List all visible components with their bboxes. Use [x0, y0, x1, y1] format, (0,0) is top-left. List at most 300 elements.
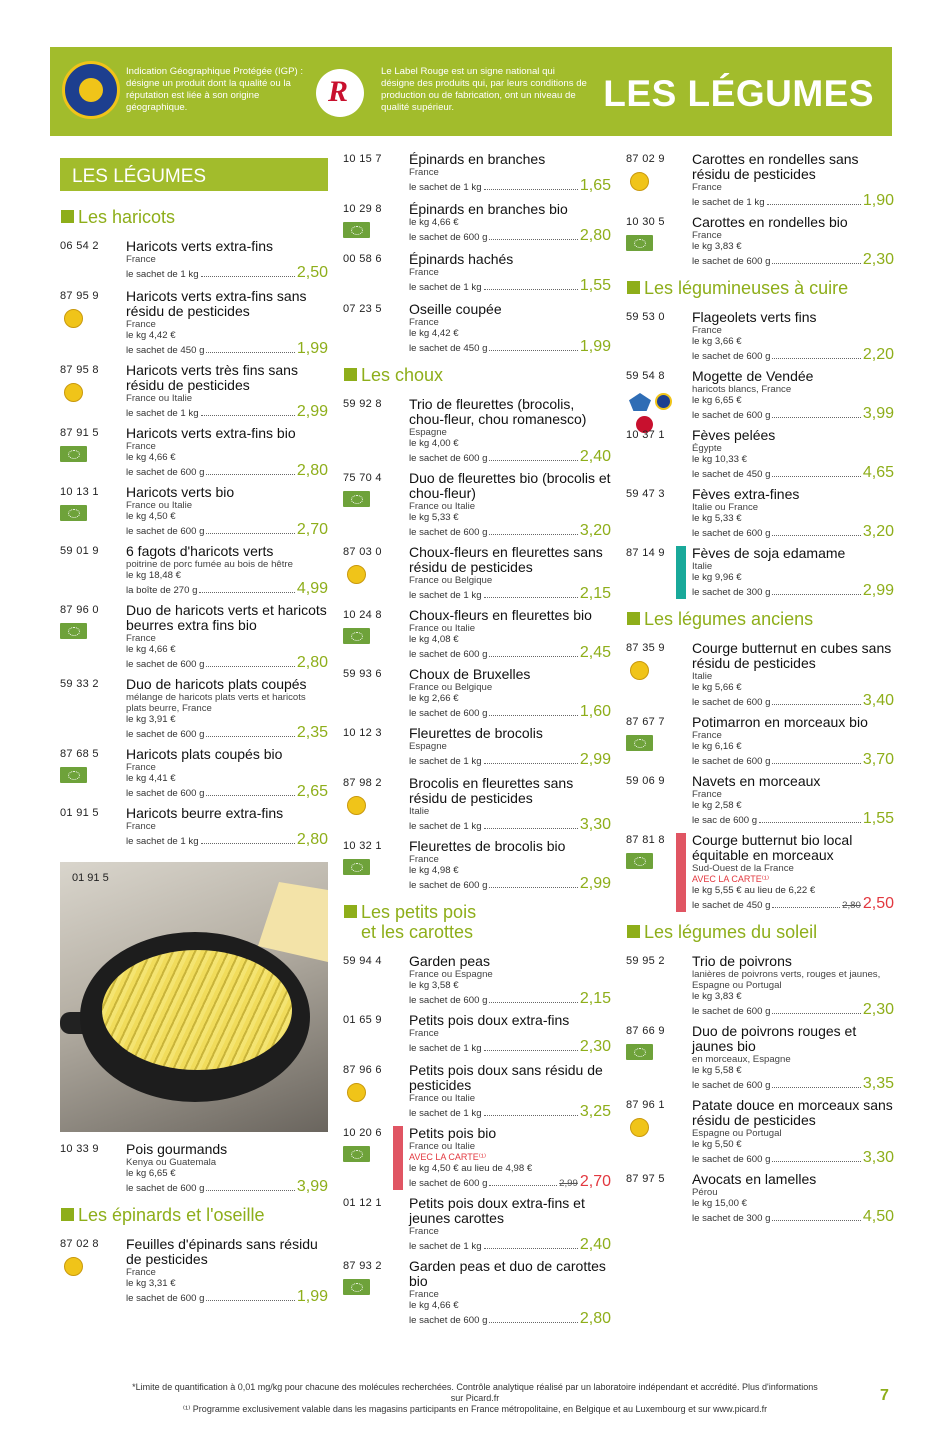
price: 2,50 — [862, 895, 894, 912]
product-item — [60, 806, 328, 850]
no-pesticide-badge-icon — [630, 661, 649, 680]
product-item — [626, 715, 894, 768]
pack-size: le sachet de 600 g — [126, 659, 205, 670]
leader-dots — [484, 189, 578, 190]
price-per-kg: le kg 5,33 € — [409, 512, 459, 523]
price: 2,80 — [579, 227, 611, 244]
product-code: 01 65 9 — [343, 1014, 382, 1026]
organic-label-icon — [343, 1146, 370, 1162]
pack-size: le sachet de 600 g — [692, 410, 771, 421]
price-line — [692, 406, 894, 422]
product-promo-courge-bio — [626, 833, 894, 912]
product-name: Haricots verts extra-fins sans résidu de pesticides — [126, 288, 307, 319]
product-item — [343, 1063, 611, 1120]
product-name: Choux de Bruxelles — [409, 666, 531, 682]
leader-dots — [772, 263, 860, 264]
product-origin: Italie — [692, 561, 713, 572]
product-code: 87 66 9 — [626, 1025, 665, 1037]
leader-dots — [206, 795, 294, 796]
product-item — [626, 310, 894, 363]
pack-size: le sachet de 600 g — [409, 232, 488, 243]
organic-label-icon — [343, 491, 370, 507]
product-name: Fèves pelées — [692, 427, 776, 443]
product-item — [343, 1126, 611, 1190]
leader-dots — [772, 358, 860, 359]
card-promo-label: AVEC LA CARTE⁽¹⁾ — [692, 874, 770, 884]
price-per-kg: le kg 5,50 € — [692, 1139, 742, 1150]
product-body — [126, 1142, 328, 1195]
product-origin: France — [409, 854, 439, 865]
price-line — [409, 1039, 611, 1055]
organic-label-icon — [60, 446, 87, 462]
price-per-kg: le kg 6,65 € — [692, 395, 742, 406]
product-origin: France ou Italie — [409, 623, 476, 634]
product-origin: Espagne ou Portugal — [692, 1128, 782, 1139]
product-code: 06 54 2 — [60, 240, 99, 252]
price-line — [126, 1289, 328, 1305]
product-item — [343, 397, 611, 465]
product-body — [409, 302, 611, 355]
pack-size: le sachet de 600 g — [409, 880, 488, 891]
leader-dots — [201, 276, 295, 277]
price-line — [692, 752, 894, 768]
product-body — [126, 603, 328, 671]
footnotes — [130, 1382, 820, 1415]
product-code: 10 24 8 — [343, 609, 382, 621]
product-body — [692, 369, 894, 422]
category-petits-pois-line2: et les carottes — [361, 922, 474, 942]
product-name: Feuilles d'épinards sans résidu de pesticides — [126, 1236, 318, 1267]
product-name: Petits pois doux extra-fins et jeunes carottes — [409, 1195, 585, 1226]
product-code: 87 96 0 — [60, 604, 99, 616]
price: 2,30 — [579, 1038, 611, 1055]
product-origin: France — [692, 230, 722, 241]
product-name: Petits pois bio — [409, 1125, 497, 1141]
price: 3,99 — [862, 405, 894, 422]
product-body — [126, 426, 328, 479]
price-line — [409, 752, 611, 768]
pack-size: le sachet de 600 g — [692, 256, 771, 267]
column-2 — [343, 152, 611, 1333]
price: 2,30 — [862, 1001, 894, 1018]
product-body — [409, 545, 611, 602]
product-name: Garden peas et duo de carottes bio — [409, 1258, 606, 1289]
product-code: 59 47 3 — [626, 488, 665, 500]
product-origin: France ou Espagne — [409, 969, 493, 980]
product-list-carottes — [626, 152, 894, 268]
product-name: Mogette de Vendée — [692, 368, 814, 384]
price: 1,55 — [579, 277, 611, 294]
product-origin: Italie — [409, 806, 430, 817]
cheese-shape — [258, 882, 328, 962]
product-list-petits-pois-2 — [343, 1196, 611, 1327]
product-origin: France — [126, 1267, 156, 1278]
price: 2,99 — [579, 751, 611, 768]
leader-dots — [206, 533, 294, 534]
price-line — [692, 693, 894, 709]
pack-size: le sachet de 600 g — [692, 351, 771, 362]
product-origin: France — [409, 1289, 439, 1300]
product-origin: France — [126, 633, 156, 644]
product-body — [692, 310, 894, 363]
price: 4,50 — [862, 1208, 894, 1225]
pack-size: le sachet de 600 g — [692, 1080, 771, 1091]
price-line — [692, 1002, 894, 1018]
product-code: 59 53 0 — [626, 311, 665, 323]
product-name: Trio de fleurettes (brocolis, chou-fleur, chou romanesco) — [409, 396, 587, 427]
product-name: Haricots verts très fins sans résidu de pesticides — [126, 362, 298, 393]
price-per-kg: le kg 5,66 € — [692, 682, 742, 693]
product-item — [343, 667, 611, 720]
product-item — [343, 252, 611, 296]
category-anciens: Les légumes anciens — [626, 609, 894, 629]
product-body — [692, 774, 894, 827]
price: 2,80 — [579, 1310, 611, 1327]
pack-size: le sachet de 1 kg — [409, 1241, 482, 1252]
column-1 — [60, 152, 328, 1311]
price-line — [409, 1104, 611, 1120]
leader-dots — [489, 1185, 557, 1186]
product-body — [692, 428, 894, 481]
pack-size: le sachet de 600 g — [692, 756, 771, 767]
leader-dots — [484, 763, 578, 764]
price-line — [126, 725, 328, 741]
product-origin: France — [692, 789, 722, 800]
product-body — [692, 487, 894, 540]
product-item — [343, 1196, 611, 1253]
pack-size: la boîte de 270 g — [126, 585, 198, 596]
price: 2,50 — [296, 264, 328, 281]
pack-size: le sachet de 1 kg — [126, 269, 199, 280]
price: 2,30 — [862, 251, 894, 268]
product-name: Petits pois doux sans résidu de pesticides — [409, 1062, 603, 1093]
product-name: Épinards hachés — [409, 251, 514, 267]
price-per-kg: le kg 3,83 € — [692, 991, 742, 1002]
product-name: Épinards en branches — [409, 151, 546, 167]
product-name: Haricots plats coupés bio — [126, 746, 283, 762]
price-per-kg: le kg 6,16 € — [692, 741, 742, 752]
product-code: 87 68 5 — [60, 748, 99, 760]
product-origin: Italie ou France — [692, 502, 759, 513]
product-code: 87 02 9 — [626, 153, 665, 165]
product-photo — [60, 862, 328, 1132]
product-origin: France ou Italie — [126, 500, 193, 511]
category-choux: Les choux — [343, 365, 611, 385]
header-banner — [50, 47, 892, 136]
product-origin: en morceaux, Espagne — [692, 1054, 791, 1065]
product-body — [692, 641, 894, 709]
pack-size: le sachet de 600 g — [692, 528, 771, 539]
product-body — [409, 152, 611, 194]
product-body — [692, 833, 894, 912]
leader-dots — [484, 1050, 578, 1051]
price-per-kg: le kg 4,66 € — [409, 217, 459, 228]
product-origin: France — [409, 167, 439, 178]
product-list-soleil — [626, 954, 894, 1225]
price-line — [126, 1179, 328, 1195]
product-body — [409, 202, 611, 244]
product-item — [60, 363, 328, 420]
product-origin: France ou Italie — [409, 501, 476, 512]
price-line — [692, 347, 894, 363]
price: 2,70 — [296, 521, 328, 538]
pack-size: le sachet de 600 g — [126, 1293, 205, 1304]
organic-label-icon — [60, 767, 87, 783]
product-code: 00 58 6 — [343, 253, 382, 265]
price-line — [409, 1174, 611, 1190]
pack-size: le sachet de 600 g — [409, 1315, 488, 1326]
product-name: Fèves de soja edamame — [692, 545, 846, 561]
product-origin: Italie — [692, 671, 713, 682]
price-line — [126, 265, 328, 281]
product-list-pois — [60, 1142, 328, 1195]
category-petits-pois-line1: Les petits pois — [361, 902, 477, 922]
pack-size: le sachet de 600 g — [692, 1006, 771, 1017]
price-line — [692, 1076, 894, 1092]
product-name: Patate douce en morceaux sans résidu de pesticides — [692, 1097, 893, 1128]
product-code: 59 95 2 — [626, 955, 665, 967]
product-body — [692, 152, 894, 209]
product-list-feves — [626, 428, 894, 540]
price: 2,35 — [296, 724, 328, 741]
product-item — [343, 839, 611, 892]
product-body — [409, 252, 611, 294]
price: 3,20 — [862, 523, 894, 540]
price-per-kg: le kg 2,58 € — [692, 800, 742, 811]
product-item — [626, 1024, 894, 1092]
pack-size: le sachet de 600 g — [409, 708, 488, 719]
price-line — [692, 583, 894, 599]
product-origin: lanières de poivrons verts, rouges et jaunes, Espagne ou Portugal — [692, 969, 881, 991]
leader-dots — [206, 666, 294, 667]
product-name: Pois gourmands — [126, 1141, 228, 1157]
product-item — [343, 608, 611, 661]
product-origin: France — [126, 441, 156, 452]
product-origin: France — [409, 1226, 439, 1237]
product-code: 59 33 2 — [60, 678, 99, 690]
price-per-kg: le kg 3,31 € — [126, 1278, 176, 1289]
price-per-kg: le kg 3,66 € — [692, 336, 742, 347]
price-line — [409, 645, 611, 661]
footnote-2: ⁽¹⁾ Programme exclusivement valable dans les magasins participants en France métropolitaine, en Belgique et au Luxembourg et sur www.picard.fr — [182, 1404, 768, 1414]
product-name: Courge butternut en cubes sans résidu de pesticides — [692, 640, 892, 671]
product-name: 6 fagots d'haricots verts — [126, 543, 274, 559]
product-item — [343, 726, 611, 770]
leader-dots — [489, 1322, 577, 1323]
price-line — [692, 1150, 894, 1166]
page-title: LES LÉGUMES — [603, 73, 874, 114]
product-code: 10 20 6 — [343, 1127, 382, 1139]
pack-size: le sachet de 600 g — [126, 729, 205, 740]
leader-dots — [772, 1220, 860, 1221]
product-name: Potimarron en morceaux bio — [692, 714, 868, 730]
product-item — [343, 776, 611, 833]
igp-description: Indication Géographique Protégée (IGP) : désigne un produit dont la qualité ou la réputation est liée à son origine géographique. — [126, 66, 304, 113]
price: 4,65 — [862, 464, 894, 481]
pack-size: le sachet de 450 g — [126, 345, 205, 356]
leader-dots — [206, 1300, 294, 1301]
price-line — [409, 704, 611, 720]
leader-dots — [767, 204, 861, 205]
pack-size: le sachet de 1 kg — [409, 1043, 482, 1054]
organic-label-icon — [60, 623, 87, 639]
product-origin: France ou Belgique — [409, 575, 493, 586]
product-origin: France ou Belgique — [409, 682, 493, 693]
product-code: 01 12 1 — [343, 1197, 382, 1209]
price: 2,80 — [296, 654, 328, 671]
pack-size: le sachet de 600 g — [409, 995, 488, 1006]
product-body — [409, 1126, 611, 1190]
beans-shape — [102, 950, 292, 1070]
price-line — [692, 193, 894, 209]
leader-dots — [199, 592, 294, 593]
leader-dots — [772, 1087, 860, 1088]
product-code: 10 33 9 — [60, 1143, 99, 1155]
product-code: 10 12 3 — [343, 727, 382, 739]
price: 1,60 — [579, 703, 611, 720]
product-origin: France — [692, 182, 722, 193]
category-soleil: Les légumes du soleil — [626, 922, 894, 942]
product-origin: France — [409, 317, 439, 328]
product-origin: poitrine de porc fumée au bois de hêtre — [126, 559, 293, 570]
product-item — [626, 152, 894, 209]
product-item — [60, 747, 328, 800]
price-line — [409, 278, 611, 294]
product-body — [409, 1259, 611, 1327]
product-code: 87 95 8 — [60, 364, 99, 376]
category-legumineuses: Les légumineuses à cuire — [626, 278, 894, 298]
price: 2,20 — [862, 346, 894, 363]
category-epinards: Les épinards et l'oseille — [60, 1205, 328, 1225]
product-body — [409, 471, 611, 539]
pack-size: le sachet de 1 kg — [409, 1108, 482, 1119]
product-body — [409, 1013, 611, 1055]
price-line — [692, 524, 894, 540]
price-per-kg: le kg 6,65 € — [126, 1168, 176, 1179]
price-per-kg: le kg 5,55 € au lieu de 6,22 € — [692, 885, 816, 896]
product-item — [343, 152, 611, 196]
pack-size: le sachet de 300 g — [692, 1213, 771, 1224]
price: 3,30 — [579, 816, 611, 833]
price: 3,70 — [862, 751, 894, 768]
product-flageolets — [626, 310, 894, 363]
product-item — [626, 1098, 894, 1166]
product-name: Petits pois doux extra-fins — [409, 1012, 570, 1028]
product-code: 10 32 1 — [343, 840, 382, 852]
price-line — [409, 586, 611, 602]
no-pesticide-badge-icon — [347, 796, 366, 815]
product-name: Navets en morceaux — [692, 773, 821, 789]
leader-dots — [206, 736, 294, 737]
leader-dots — [489, 656, 577, 657]
price-per-kg: le kg 4,66 € — [409, 1300, 459, 1311]
price: 4,99 — [296, 580, 328, 597]
product-code: 87 03 0 — [343, 546, 382, 558]
product-body — [126, 485, 328, 538]
product-body — [692, 1024, 894, 1092]
no-pesticide-badge-icon — [64, 383, 83, 402]
product-item — [60, 1237, 328, 1305]
price-per-kg: le kg 3,83 € — [692, 241, 742, 252]
leader-dots — [489, 887, 577, 888]
product-origin: France ou Italie — [409, 1141, 476, 1152]
price: 1,99 — [296, 340, 328, 357]
pack-size: le sachet de 600 g — [409, 453, 488, 464]
product-code: 87 96 1 — [626, 1099, 665, 1111]
leader-dots — [772, 476, 860, 477]
product-item — [626, 428, 894, 481]
pack-size: le sachet de 1 kg — [126, 836, 199, 847]
product-item — [626, 954, 894, 1018]
leader-dots — [489, 460, 577, 461]
product-body — [692, 546, 894, 599]
price: 2,70 — [579, 1173, 611, 1190]
product-code: 87 98 2 — [343, 777, 382, 789]
product-origin: mélange de haricots plats verts et haricots plats beurre, France — [126, 692, 306, 714]
pack-size: le sachet de 1 kg — [409, 282, 482, 293]
leader-dots — [772, 763, 860, 764]
product-name: Fèves extra-fines — [692, 486, 800, 502]
label-rouge-description: Le Label Rouge est un signe national qui désigne des produits qui, par leurs conditions de production ou de fabrication, ont un niveau de qualité supérieur. — [381, 66, 587, 113]
igp-mini-icon — [655, 393, 672, 410]
product-name: Haricots verts bio — [126, 484, 235, 500]
price-per-kg: le kg 10,33 € — [692, 454, 747, 465]
pack-size: le sachet de 450 g — [692, 469, 771, 480]
product-item — [343, 545, 611, 602]
product-body — [409, 1196, 611, 1253]
leader-dots — [206, 1190, 294, 1191]
price-line — [126, 522, 328, 538]
product-name: Garden peas — [409, 953, 490, 969]
leader-dots — [489, 715, 577, 716]
leader-dots — [484, 289, 578, 290]
product-name: Épinards en branches bio — [409, 201, 568, 217]
pack-size: le sachet de 300 g — [692, 587, 771, 598]
product-name: Trio de poivrons — [692, 953, 792, 969]
price: 2,80 — [296, 462, 328, 479]
product-origin: Espagne — [409, 741, 447, 752]
product-item — [343, 1259, 611, 1327]
product-name: Carottes en rondelles bio — [692, 214, 848, 230]
leader-dots — [759, 822, 861, 823]
pack-size: le sachet de 600 g — [409, 649, 488, 660]
product-name: Haricots verts extra-fins bio — [126, 425, 296, 441]
product-name: Haricots verts extra-fins — [126, 238, 274, 254]
product-list-petits-pois — [343, 954, 611, 1120]
product-code: 87 93 2 — [343, 1260, 382, 1272]
product-origin: France ou Italie — [409, 1093, 476, 1104]
product-origin: France — [126, 821, 156, 832]
product-name: Haricots beurre extra-fins — [126, 805, 284, 821]
price: 3,99 — [296, 1178, 328, 1195]
price-line — [126, 341, 328, 357]
product-body — [692, 954, 894, 1018]
price-per-kg: le kg 4,42 € — [409, 328, 459, 339]
product-body — [692, 1098, 894, 1166]
organic-label-icon — [343, 1279, 370, 1295]
price-per-kg: le kg 4,50 € — [126, 511, 176, 522]
category-petits-pois — [343, 902, 611, 942]
product-body — [409, 726, 611, 768]
no-pesticide-badge-icon — [630, 172, 649, 191]
product-item — [626, 369, 894, 422]
price: 2,99 — [296, 403, 328, 420]
product-body — [126, 677, 328, 741]
price: 2,80 — [296, 831, 328, 848]
product-body — [409, 667, 611, 720]
product-mogette — [626, 369, 894, 422]
product-name: Choux-fleurs en fleurettes bio — [409, 607, 592, 623]
